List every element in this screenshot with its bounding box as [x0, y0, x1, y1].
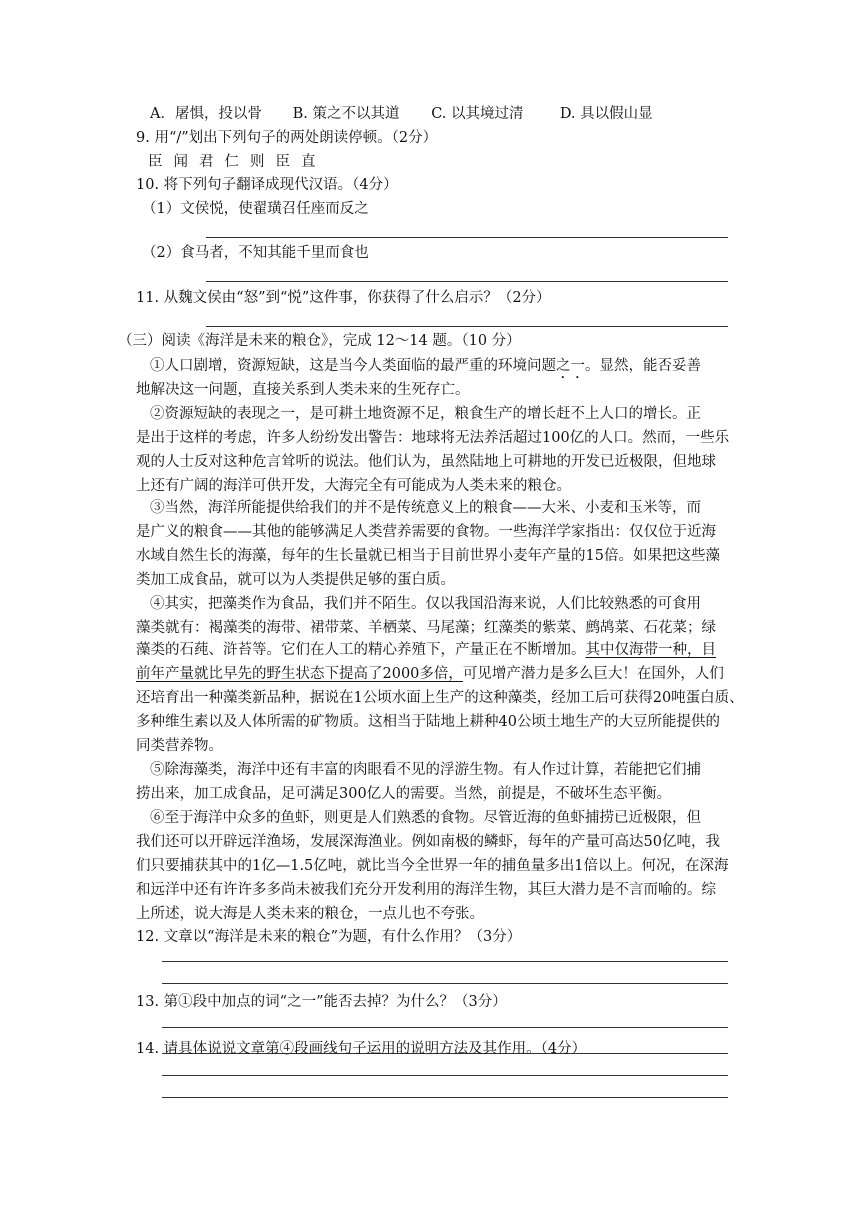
passage-p4-line2: 藻类就有：褐藻类的海带、裙带菜、羊栖菜、马尾藻；红藻类的紫菜、鹧鸪菜、石花菜；绿	[136, 620, 716, 636]
passage-p4-line6: 多种维生素以及人体所需的矿物质。这相当于陆地上耕种40公顷土地生产的大豆所能提供的	[136, 714, 720, 730]
q8-option-d: D. 具以假山显	[559, 106, 653, 122]
passage-p2-line2: 是出于这样的考虑，许多人纷纷发出警告：地球将无法养活超过100亿的人口。然而，一些乐	[136, 430, 730, 446]
underlined-sentence-cont: 前年产量就比早先的野生状态下提高了2000多倍，	[136, 666, 463, 682]
passage-p1-text-a: ①人口剧增，资源短缺，这是当今人类面临的最严重的环境问题	[150, 358, 556, 374]
passage-p6-line2: 我们还可以开辟远洋渔场，发展深海渔业。例如南极的鳞虾，每年的产量可高达50亿吨，我	[136, 834, 720, 850]
passage-p4-line3	[136, 640, 716, 660]
passage-p6-line4: 和远洋中还有许许多多尚未被我们充分开发利用的海洋生物，其巨大潜力是不言而喻的。综	[136, 882, 716, 898]
q8-option-b: B. 策之不以其道	[292, 106, 400, 122]
q8-options	[150, 104, 653, 124]
q10-sentence-1: （1）文侯悦，使翟璜召任座而反之	[142, 201, 369, 217]
q12-answer-line-1[interactable]	[162, 961, 728, 962]
q11-prompt: 11. 从魏文侯由“怒”到“悦”这件事，你获得了什么启示？（2分）	[136, 290, 551, 306]
q8-option-c: C. 以其境过清	[431, 106, 524, 122]
q10-sentence-2: （2）食马者，不知其能千里而食也	[142, 245, 369, 261]
passage-p2-line1: ②资源短缺的表现之一，是可耕土地资源不足，粮食生产的增长赶不上人口的增长。正	[150, 406, 701, 422]
underlined-sentence: 其中仅海带一种，目	[585, 642, 716, 658]
passage-p5-line2: 捞出来，加工成食品，足可满足300亿人的需要。当然，前提是，不破坏生态平衡。	[136, 786, 672, 802]
passage-p4-line7: 同类营养物。	[136, 738, 223, 754]
q9-sentence: 臣闻君仁则臣直	[148, 154, 327, 170]
passage-p2-line3: 观的人士反对这种危言耸听的说法。他们认为，虽然陆地上可耕地的开发已近极限，但地球	[136, 454, 716, 470]
q14-answer-line-2[interactable]	[162, 1097, 728, 1098]
passage-p4-text: 藻类的石莼、浒苔等。它们在人工的精心养殖下，产量正在不断增加。	[136, 642, 586, 658]
q12-prompt: 12. 文章以“海洋是未来的粮仓”为题，有什么作用？（3分）	[136, 929, 522, 945]
q14-answer-line-1[interactable]	[162, 1075, 728, 1076]
passage-p3-line4: 类加工成食品，就可以为人类提供足够的蛋白质。	[136, 572, 455, 588]
passage-p4-line4	[136, 664, 724, 684]
q12-answer-line-2[interactable]	[162, 983, 728, 984]
passage-p2-line4: 上还有广阔的海洋可供开发，大海完全有可能成为人类未来的粮仓。	[136, 478, 571, 494]
passage-p5-line1: ⑤除海藻类，海洋中还有丰富的肉眼看不见的浮游生物。有人作过计算，若能把它们捕	[150, 762, 701, 778]
q10-answer-line-2[interactable]	[206, 281, 728, 282]
passage-p6-line5: 上所述，说大海是人类未来的粮仓，一点儿也不夸张。	[136, 906, 484, 922]
passage-p1-line2: 地解决这一问题，直接关系到人类未来的生死存亡。	[136, 382, 470, 398]
passage-p1-line1	[150, 356, 701, 382]
passage-p3-line1: ③当然，海洋所能提供给我们的并不是传统意义上的粮食——大米、小麦和玉米等，而	[150, 500, 701, 516]
q14-prompt: 14. 请具体说说文章第④段画线句子运用的说明方法及其作用。（4分）	[136, 1041, 587, 1057]
q8-option-a: A．屠惧，投以骨	[150, 106, 262, 122]
passage-p4-line1: ④其实，把藻类作为食品，我们并不陌生。仅以我国沿海来说，人们比较熟悉的可食用	[150, 596, 701, 612]
passage-p4-line5: 还培育出一种藻类新品种，据说在1公顷水面上生产的这种藻类，经加工后可获得20吨蛋白质、	[136, 690, 744, 706]
q13-prompt: 13. 第①段中加点的词“之一”能否去掉？为什么？（3分）	[136, 994, 507, 1010]
section3-title: （三）阅读《海洋是未来的粮仓》，完成 12～14 题。（10 分）	[118, 333, 521, 349]
passage-p3-line2: 是广义的粮食——其他的能够满足人类营养需要的食物。一些海洋学家指出：仅仅位于近海	[136, 524, 716, 540]
passage-p1-text-b: 。显然，能否妥善	[585, 358, 701, 374]
emphasized-word: 之一	[556, 358, 585, 374]
passage-p6-line3: 们只要捕获其中的1亿—1.5亿吨，就比当今全世界一年的捕鱼量多出1倍以上。何况，在深海	[136, 858, 729, 874]
q9-prompt: 9. 用“/”划出下列句子的两处朗读停顿。（2分）	[136, 130, 438, 146]
q10-prompt: 10. 将下列句子翻译成现代汉语。（4分）	[136, 177, 398, 193]
q10-answer-line-1[interactable]	[206, 237, 728, 238]
q13-answer-line-1[interactable]	[162, 1027, 728, 1028]
passage-p4-text-b: 可见增产潜力是多么巨大！在国外，人们	[462, 666, 724, 682]
q11-answer-line[interactable]	[206, 326, 728, 327]
passage-p6-line1: ⑥至于海洋中众多的鱼虾，则更是人们熟悉的食物。尽管近海的鱼虾捕捞已近极限，但	[150, 810, 701, 826]
passage-p3-line3: 水域自然生长的海藻，每年的生长量就已相当于目前世界小麦年产量的15倍。如果把这些藻	[136, 548, 720, 564]
